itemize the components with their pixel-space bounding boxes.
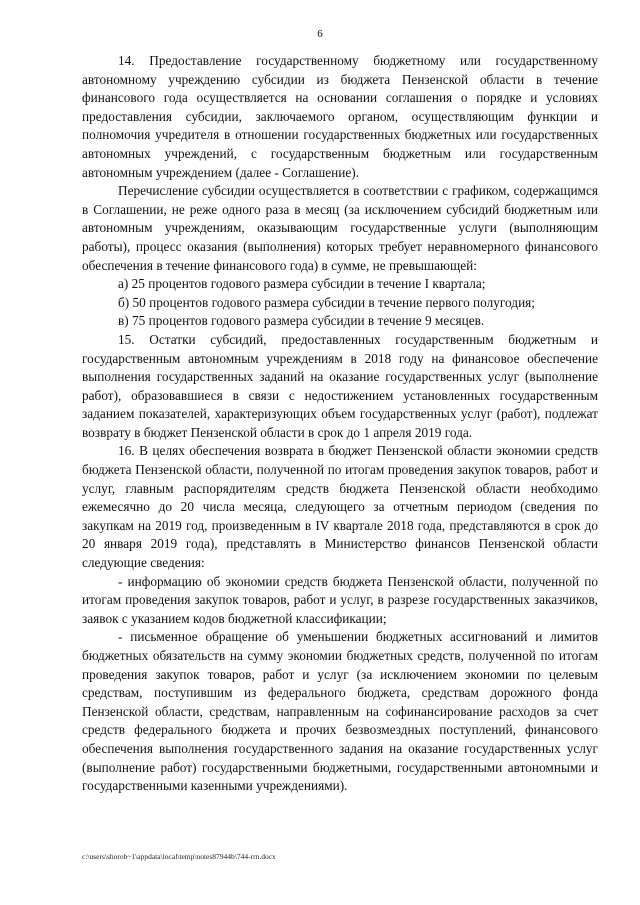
paragraph-transfer-schedule: Перечисление субсидии осуществляется в соответствии с графиком, содержащимся в Соглашении, не реже одного раза в месяц (за исключением субсидий бюджетным или автономным учреждениям, оказывающим государственные услуги (выполняющим работы), процесс оказания (выполнения) которых требует неравномерного финансового обеспечения в течение финансового года) в сумме, не превышающей: <box>82 183 598 273</box>
list-item-a: а) 25 процентов годового размера субсидии в течение I квартала; <box>118 276 486 292</box>
list-item-c: в) 75 процентов годового размера субсидии в течение 9 месяцев. <box>118 313 485 329</box>
paragraph-14: 14. Предоставление государственному бюджетному или государственному автономному учреждению субсидии из бюджета Пензенской области в течение финансового года осуществляется на основании соглашения о порядке и условиях предоставления субсидии, заключаемого органом, осуществляющим функции и полномочия учредителя в отношении государственных бюджетных или государственных автономных учреждений, с государственным бюджетным или государственным автономным учреждением (далее - Соглашение). <box>82 53 598 180</box>
paragraph-16: 16. В целях обеспечения возврата в бюджет Пензенской области экономии средств бюджета Пензенской области, полученной по итогам проведения закупок товаров, работ и услуг, главным распорядителям средств бюджета Пензенской области необходимо ежемесячно до 20 числа месяца, следующего за отчетным периодом (сведения по закупкам на 2019 год, произведенным в IV квартале 2018 года, представляются в срок до 20 января 2019 года), представлять в Министерство финансов Пензенской области следующие сведения: <box>82 443 598 571</box>
list-item-b: б) 50 процентов годового размера субсидии в течение первого полугодия; <box>118 294 535 310</box>
bullet-written-request: - письменное обращение об уменьшении бюджетных ассигнований и лимитов бюджетных обязательств на сумму экономии бюджетных средств, полученной по итогам проведения закупок товаров, работ и услуг (за исключением экономии по целевым средствам, поступившим из федерального бюджета, средствам дорожного фонда Пензенской области, средствам, направленным на софинансирование расходов за счет средств федерального бюджета и прочих безвозмездных поступлений, финансового обеспечения выполнения государственного задания на оказание государственных услуг (выполнение работ) государственными бюджетными, государственными автономными и государственными казенными учреждениями). <box>82 629 598 794</box>
footer-file-path: c:\users\shorob~1\appdata\local\temp\notes87944b\744-rrn.docx <box>82 852 276 861</box>
bullet-economy-info: - информацию об экономии средств бюджета Пензенской области, полученной по итогам проведения закупок товаров, работ и услуг, в разрезе государственных заказчиков, заявок с указанием кодов бюджетной классификации; <box>82 573 598 626</box>
page-number: 6 <box>317 28 323 40</box>
document-body <box>82 52 598 796</box>
paragraph-15: 15. Остатки субсидий, предоставленных государственным бюджетным и государственным автономным учреждениям в 2018 году на финансовое обеспечение выполнения государственных заданий на оказание государственных услуг (выполнение работ), образовавшиеся в связи с недостижением установленных государственным заданием показателей, характеризующих объем государственных услуг (работ), подлежат возврату в бюджет Пензенской области в срок до 1 апреля 2019 года. <box>82 331 598 440</box>
